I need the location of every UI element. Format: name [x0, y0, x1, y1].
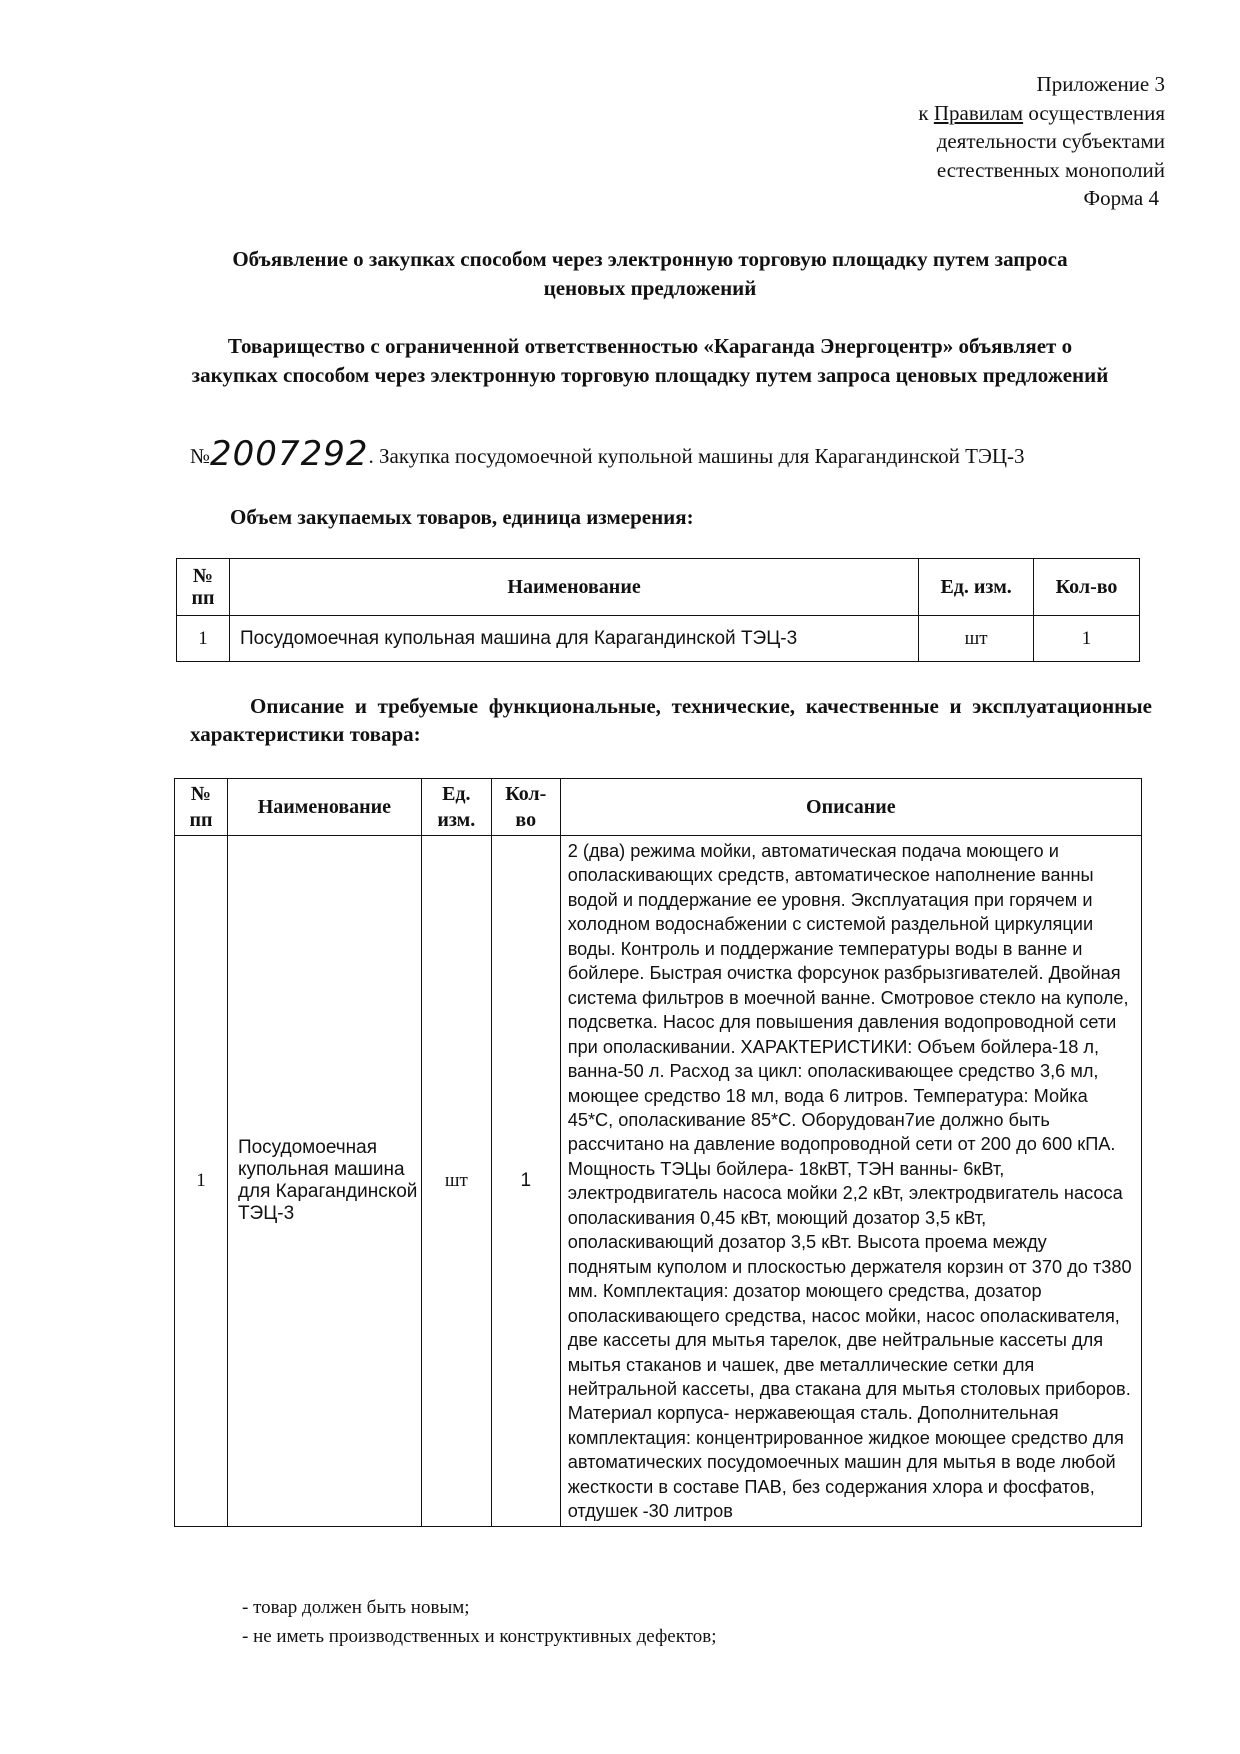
procurement-subject: . Закупка посудомоечной купольной машины для Карагандинской ТЭЦ-3	[368, 444, 1025, 468]
col-name: Наименование	[229, 559, 918, 616]
col-unit: Ед. изм.	[919, 559, 1034, 616]
col-qty: Кол-во	[1034, 559, 1140, 616]
header-text: №	[192, 565, 214, 587]
cell-name: Посудомоечная купольная машина для Карагандинской ТЭЦ-3	[229, 616, 918, 662]
cell-qty: 1	[1034, 616, 1140, 662]
col-qty	[491, 779, 560, 836]
col-unit	[421, 779, 491, 836]
header-text: пп	[191, 587, 215, 609]
rules-link[interactable]: Правилам	[933, 100, 1024, 125]
col-num	[175, 779, 228, 836]
appendix-line	[745, 99, 1165, 128]
company-announcement: Товарищество с ограниченной ответственностью «Караганда Энергоцентр» объявляет о закупках способом через электронную торговую площадку путем запроса ценовых предложений	[191, 334, 1109, 387]
cell-num: 1	[177, 616, 230, 662]
header-text: во	[515, 809, 537, 831]
requirement-note: - товар должен быть новым;	[242, 1597, 470, 1618]
table-header-row	[177, 559, 1140, 616]
appendix-line: естественных монополий	[936, 157, 1165, 182]
number-sign: №	[190, 444, 211, 468]
cell-description: 2 (два) режима мойки, автоматическая подача моющего и ополаскивающих средств, автоматическое наполнение ванны водой и поддержание ее уровня. Эксплуатация при горячем и холодном водоснабжении с системой раздельной циркуляции воды. Контроль и поддержание температуры воды в ванне и бойлере. Быстрая очистка форсунок разбрызгивателей. Двойная система фильтров в моечной ванне. Смотровое стекло на куполе, подсветка. Насос для повышения давления водопроводной сети при ополаскивании. ХАРАКТЕРИСТИКИ: Объем бойлера-18 л, ванна-50 л. Расход за цикл: ополаскивающее средство 3,6 мл, моющее средство 18 мл, вода 6 литров. Температура: Мойка 45*С, ополаскивание 85*С. Оборудован7ие должно быть рассчитано на давление водопроводной сети от 200 до 600 кПА. Мощность ТЭЦы бойлера- 18кВТ, ТЭН ванны- 6кВт, электродвигатель насоса мойки 2,2 кВт, электродвигатель насоса ополаскивания 0,45 кВт, моющий дозатор 3,5 кВт, ополаскивающий дозатор 3,5 кВт. Высота проема между поднятым куполом и плоскостью держателя корзин от 370 до т380 мм. Комплектация: дозатор моющего средства, дозатор ополаскивающего средства, насос мойки, насос ополаскивателя, две кассеты для мытья тарелок, две нейтральные кассеты для мытья стаканов и чашек, две металлические сетки для нейтральной кассеты, два стакана для мытья столовых приборов. Материал корпуса- нержавеющая сталь. Дополнительная комплектация: концентрированное жидкое моющее средство для автоматических посудомоечных машин для мытья в воде любой жесткости в составе ПАВ, без содержания хлора и фосфатов, отдушек -30 литров	[560, 836, 1141, 1527]
header-text: Кол-	[505, 783, 547, 805]
col-num	[177, 559, 230, 616]
appendix-text: осуществления	[1023, 100, 1165, 125]
appendix-header	[745, 70, 1165, 213]
col-name: Наименование	[227, 779, 421, 836]
appendix-text: к	[918, 100, 934, 125]
announcement-title: Объявление о закупках способом через электронную торговую площадку путем запроса ценовых предложений	[232, 247, 1068, 300]
description-heading: Описание и требуемые функциональные, технические, качественные и эксплуатационные характеристики товара:	[190, 694, 1152, 746]
header-text: Ед.	[442, 783, 471, 805]
cell-unit: шт	[421, 836, 491, 1527]
volume-heading: Объем закупаемых товаров, единица измерения:	[230, 505, 694, 529]
appendix-line: деятельности субъектами	[936, 129, 1165, 153]
procurement-number-line	[190, 434, 1190, 474]
col-description: Описание	[560, 779, 1141, 836]
header-text: изм.	[437, 809, 476, 831]
cell-name: Посудомоечная купольная машина для Карагандинской ТЭЦ-3	[227, 836, 421, 1527]
handwritten-number: 2007292	[210, 434, 369, 474]
appendix-line: Приложение 3	[1036, 72, 1165, 96]
form-number: Форма 4	[1083, 186, 1159, 210]
table-row	[177, 616, 1140, 662]
cell-unit: шт	[919, 616, 1034, 662]
volume-table	[176, 558, 1140, 662]
table-header-row	[175, 779, 1142, 836]
header-text: №	[190, 783, 212, 805]
cell-num: 1	[175, 836, 228, 1527]
header-text: пп	[189, 809, 213, 831]
table-row	[175, 836, 1142, 1527]
requirement-note: - не иметь производственных и конструктивных дефектов;	[242, 1626, 717, 1647]
cell-qty: 1	[491, 836, 560, 1527]
description-table	[174, 778, 1142, 1527]
